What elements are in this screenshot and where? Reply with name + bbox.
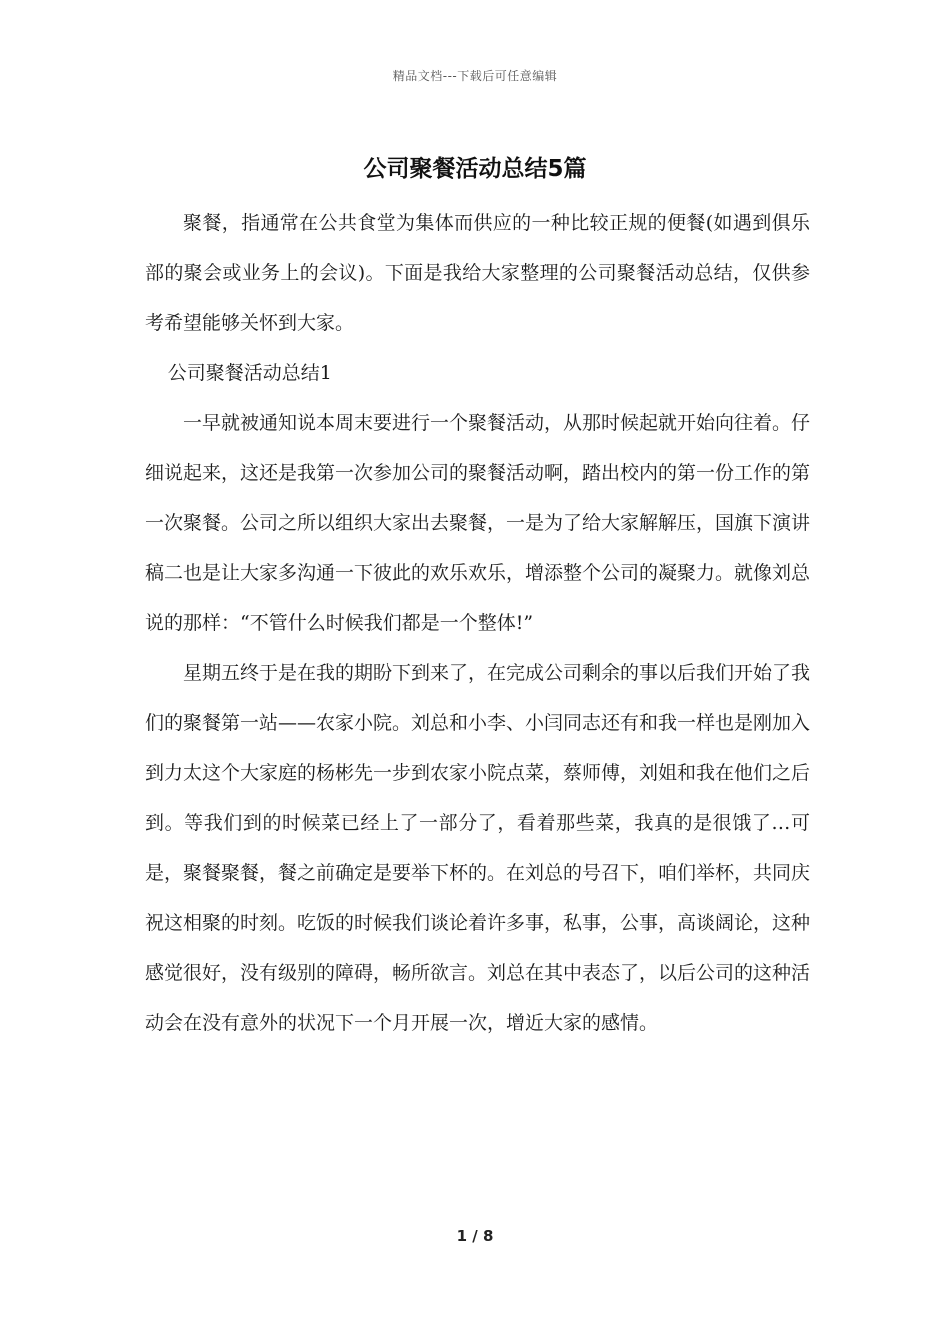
body-paragraph: 星期五终于是在我的期盼下到来了，在完成公司剩余的事以后我们开始了我们的聚餐第一站——农家小院。刘总和小李、小闫同志还有和我一样也是刚加入到力太这个大家庭的杨彬先一步到农家小院点菜，蔡师傅，刘姐和我在他们之后到。等我们到的时候菜已经上了一部分了，看着那些菜，我真的是很饿了…可是，聚餐聚餐，餐之前确定是要举下杯的。在刘总的号召下，咱们举杯，共同庆祝这相聚的时刻。吃饭的时候我们谈论着许多事，私事，公事，高谈阔论，这种感觉很好，没有级别的障碍，畅所欲言。刘总在其中表态了，以后公司的这种活动会在没有意外的状况下一个月开展一次，增近大家的感情。 bbox=[145, 662, 811, 1034]
page-header: 精品文档---下载后可任意编辑 bbox=[392, 69, 558, 83]
section-heading: 公司聚餐活动总结1 bbox=[167, 362, 332, 384]
page-number: 1 / 8 bbox=[456, 1227, 494, 1245]
intro-paragraph: 聚餐，指通常在公共食堂为集体而供应的一种比较正规的便餐(如遇到俱乐部的聚会或业务上的会议)。下面是我给大家整理的公司聚餐活动总结，仅供参考希望能够关怀到大家。 bbox=[145, 212, 810, 334]
body-paragraph: 一早就被通知说本周末要进行一个聚餐活动，从那时候起就开始向往着。仔细说起来，这还是我第一次参加公司的聚餐活动啊，踏出校内的第一份工作的第一次聚餐。公司之所以组织大家出去聚餐，一是为了给大家解解压，国旗下演讲稿二也是让大家多沟通一下彼此的欢乐欢乐，增添整个公司的凝聚力。就像刘总说的那样：“不管什么时候我们都是一个整体!” bbox=[145, 412, 811, 634]
document-title: 公司聚餐活动总结5篇 bbox=[363, 156, 587, 182]
document-body bbox=[145, 198, 810, 1048]
